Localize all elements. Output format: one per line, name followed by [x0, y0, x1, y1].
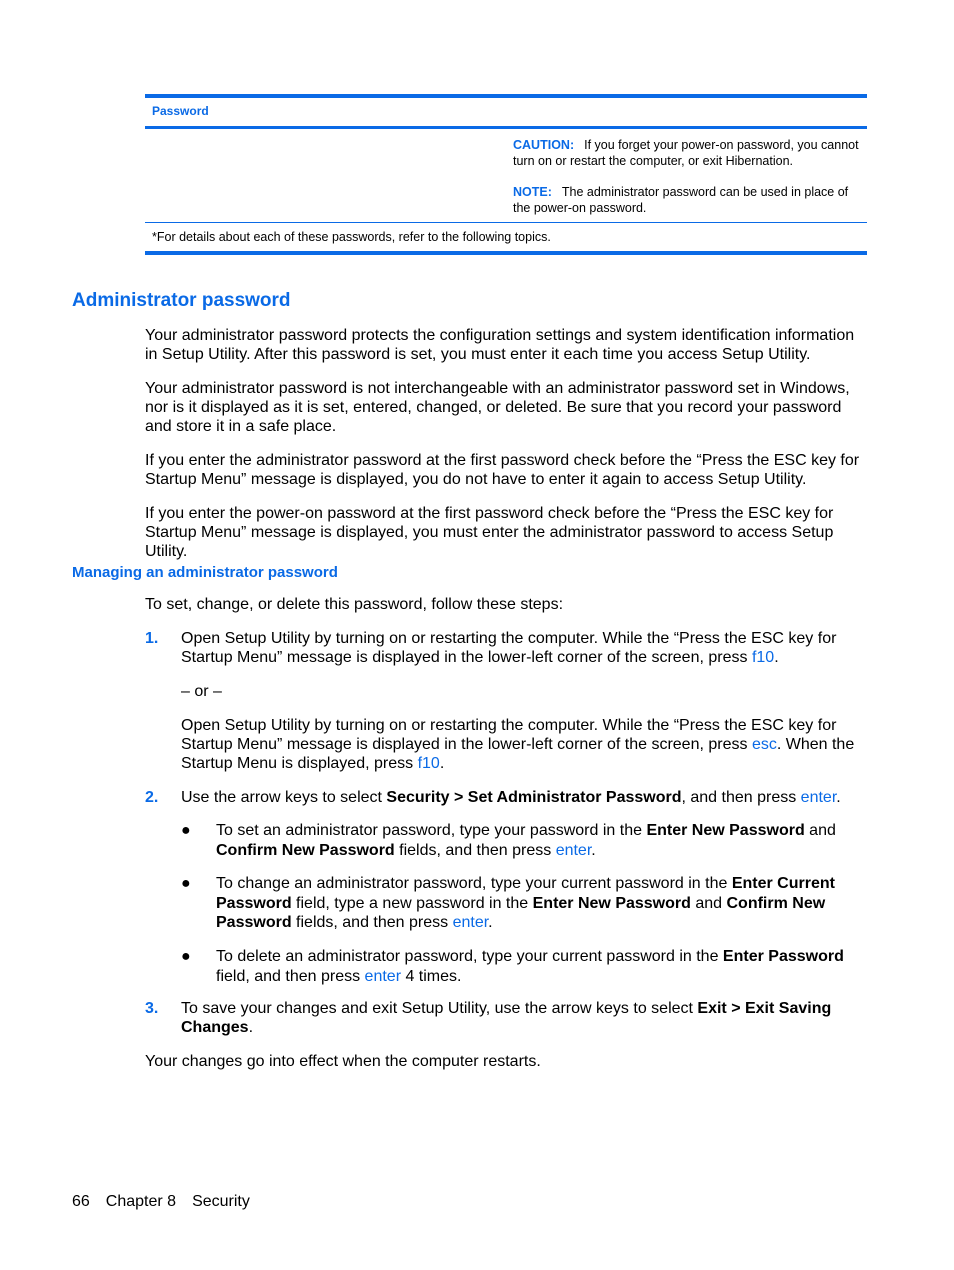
- table-header-label: Password: [152, 104, 209, 118]
- paragraph-3: If you enter the administrator password at the first password check before the “Press the ESC key for Startup Menu” message is displayed, you do not have to enter it again to access Setup Utility.: [145, 452, 860, 488]
- key-enter: enter: [800, 789, 837, 806]
- note: [513, 184, 861, 216]
- bullet-icon: ●: [181, 948, 191, 965]
- step-text: Use the arrow keys to select Security > Set Administrator Password, and then press enter.: [181, 789, 841, 806]
- step-number: 3.: [145, 1000, 159, 1017]
- key-enter: enter: [452, 914, 489, 931]
- table-footnote: [145, 223, 867, 255]
- key-f10: f10: [751, 649, 775, 666]
- bullet-icon: ●: [181, 822, 191, 839]
- table-row: [145, 129, 867, 223]
- step-number: 2.: [145, 789, 159, 806]
- list-item: [181, 874, 867, 933]
- or-separator: – or –: [181, 683, 222, 700]
- chapter-title: Security: [192, 1193, 250, 1210]
- key-esc: esc: [751, 736, 777, 753]
- step-text: To save your changes and exit Setup Utility, use the arrow keys to select Exit > Exit Saving Changes.: [181, 1000, 832, 1036]
- key-enter: enter: [364, 967, 402, 985]
- table-cell-notes: [506, 129, 867, 222]
- key-f10: f10: [417, 755, 440, 772]
- list-item: [181, 821, 867, 860]
- closing-paragraph: Your changes go into effect when the computer restarts.: [145, 1053, 541, 1070]
- key-enter: enter: [555, 841, 592, 859]
- bullet-text: To set an administrator password, type your password in the Enter New Password and Confirm New Password fields, and then press enter.: [216, 822, 836, 859]
- steps-intro: To set, change, or delete this password, follow these steps:: [145, 596, 564, 613]
- table-cell-empty: [145, 129, 506, 222]
- step-text: Open Setup Utility by turning on or restarting the computer. While the “Press the ESC key for Startup Menu” message is displayed in the lower-left corner of the screen, press esc. When the Startup Menu is displayed, press f10.: [181, 717, 855, 772]
- table-header: [145, 98, 867, 129]
- step-1: [145, 629, 867, 667]
- paragraph-1: Your administrator password protects the configuration settings and system identification information in Setup Utility. After this password is set, you must enter it each time you access Setup Utility.: [145, 327, 855, 363]
- list-item: [181, 947, 867, 986]
- step-2: [145, 788, 867, 807]
- password-table: [145, 94, 867, 255]
- step-3: [145, 999, 867, 1037]
- table-footnote-text: *For details about each of these passwords, refer to the following topics.: [152, 230, 551, 244]
- note-label: NOTE:: [513, 185, 552, 199]
- page-number: 66: [72, 1193, 90, 1210]
- bullet-text: To change an administrator password, type your current password in the Enter Current Password field, type a new password in the Enter New Password and Confirm New Password fields, and then press enter.: [216, 875, 835, 931]
- paragraph-4: If you enter the power-on password at the first password check before the “Press the ESC key for Startup Menu” message is displayed, you must enter the administrator password to access Setup Utility.: [145, 505, 834, 560]
- bullet-icon: ●: [181, 875, 191, 892]
- page-footer: [72, 1193, 266, 1211]
- caution-text: If you forget your power-on password, you cannot turn on or restart the computer, or exit Hibernation.: [513, 138, 859, 168]
- step-number: 1.: [145, 630, 159, 647]
- paragraph-2: Your administrator password is not interchangeable with an administrator password set in Windows, nor is it displayed as it is set, entered, changed, or deleted. Be sure that you record your password and store it in a safe place.: [145, 380, 850, 435]
- caution-label: CAUTION:: [513, 138, 575, 152]
- caution-note: [513, 137, 861, 169]
- section-title: Administrator password: [72, 290, 291, 311]
- chapter-label: Chapter 8: [105, 1193, 177, 1210]
- step-1-alt: [145, 716, 867, 773]
- step-text: Open Setup Utility by turning on or restarting the computer. While the “Press the ESC key for Startup Menu” message is displayed in the lower-left corner of the screen, press f10.: [181, 630, 837, 666]
- subsection-title: Managing an administrator password: [72, 564, 338, 581]
- bullet-text: To delete an administrator password, type your current password in the Enter Password field, and then press enter 4 times.: [216, 948, 844, 985]
- note-text: The administrator password can be used in place of the power-on password.: [513, 185, 849, 215]
- step-1-or: [145, 682, 867, 701]
